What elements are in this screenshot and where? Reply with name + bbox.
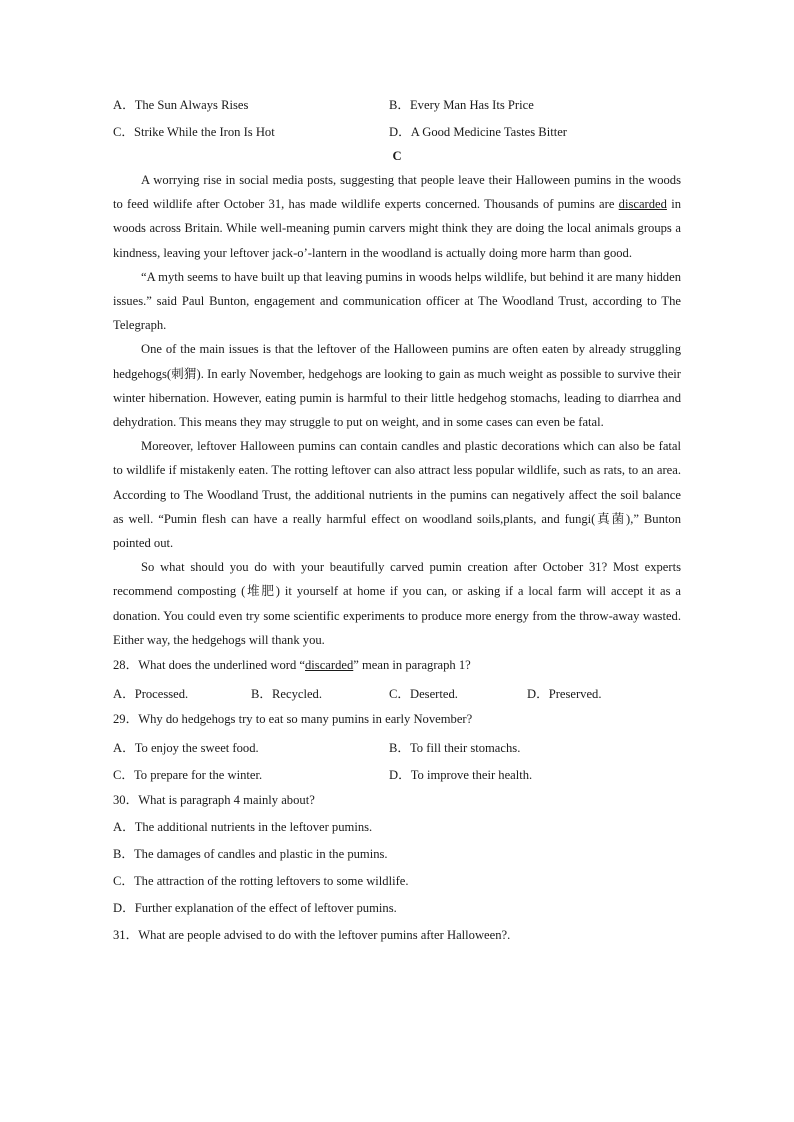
prev-question-options-row-1 — [113, 90, 681, 117]
q28-stem-end: ” mean in paragraph 1? — [353, 658, 471, 673]
exam-page — [113, 90, 681, 949]
question-28-stem — [113, 652, 681, 679]
q28-option-b: B．Recycled. — [251, 687, 322, 702]
option-b: B．Every Man Has Its Price — [389, 98, 534, 112]
q30-option-a: A．The additional nutrients in the leftover pumins. — [113, 820, 373, 835]
paragraph-1-text-end: in woods across Britain. While well-meaning pumin carvers might think they are doing the local animals groups a kindness, leaving your leftover jack-o’-lantern in the woodland is actually doing more harm than good. — [113, 197, 681, 260]
q29-option-a: A．To enjoy the sweet food. — [113, 741, 259, 756]
paragraph-1 — [113, 168, 681, 265]
question-29-options-row-1 — [113, 733, 681, 760]
q28-option-d: D．Preserved. — [527, 687, 602, 702]
paragraph-2: “A myth seems to have built up that leaving pumins in woods helps wildlife, but behind it are many hidden issues.” said Paul Bunton, engagement and communication officer at The Woodland Trust, according to The Telegraph. — [113, 269, 681, 333]
q28-underlined-word: discarded — [305, 658, 354, 673]
prev-question-options-row-2 — [113, 117, 681, 144]
question-29-stem: 29．Why do hedgehogs try to eat so many pumins in early November? — [113, 712, 473, 727]
q29-option-b: B．To fill their stomachs. — [389, 741, 521, 756]
q29-option-c: C．To prepare for the winter. — [113, 768, 263, 783]
option-d: D．A Good Medicine Tastes Bitter — [389, 125, 567, 139]
q30-option-c: C．The attraction of the rotting leftovers to some wildlife. — [113, 874, 409, 889]
q28-option-a: A．Processed. — [113, 687, 189, 702]
q28-option-c: C．Deserted. — [389, 687, 458, 702]
question-29-options-row-2 — [113, 760, 681, 787]
question-30-stem: 30．What is paragraph 4 mainly about? — [113, 793, 315, 808]
paragraph-3: One of the main issues is that the leftover of the Halloween pumins are often eaten by already struggling hedgehogs(刺猬). In early November, hedgehogs are looking to gain as much weight as possible to survive their winter hibernation. However, eating pumin is harmful to their little hedgehog stomachs, leading to diarrhea and dehydration. This means they may struggle to put on weight, and in some cases can even be fatal. — [113, 342, 681, 430]
q30-option-b: B．The damages of candles and plastic in the pumins. — [113, 847, 388, 862]
question-31-stem: 31．What are people advised to do with the leftover pumins after Halloween?. — [113, 928, 511, 943]
paragraph-1-text-start: A worrying rise in social media posts, suggesting that people leave their Halloween pumins in the woods to feed wildlife after October 31, has made wildlife experts concerned. Thousands of pumins are — [113, 173, 681, 212]
option-c: C．Strike While the Iron Is Hot — [113, 125, 275, 139]
question-28-options — [113, 679, 681, 706]
underlined-word: discarded — [618, 197, 667, 212]
option-a: A．The Sun Always Rises — [113, 98, 249, 112]
q29-option-d: D．To improve their health. — [389, 768, 533, 783]
paragraph-5: So what should you do with your beautifully carved pumin creation after October 31? Most experts recommend composting (堆肥) it yourself at home if you can, or asking if a local farm will accept it as a donation. You could even try some scientific experiments to produce more energy from the throw-away wasted. Either way, the hedgehogs will thank you. — [113, 560, 681, 647]
q30-option-d: D．Further explanation of the effect of leftover pumins. — [113, 901, 397, 916]
paragraph-4: Moreover, leftover Halloween pumins can contain candles and plastic decorations which can also be fatal to wildlife if mistakenly eaten. The rotting leftover can also attract less popular wildlife, such as rats, to an area. According to The Woodland Trust, the additional nutrients in the pumins can negatively affect the soil balance as well. “Pumin flesh can have a really harmful effect on woodland soils,plants, and fungi(真菌),” Bunton pointed out. — [113, 439, 681, 551]
q28-stem-start: 28．What does the underlined word “ — [113, 658, 305, 673]
section-heading: C — [392, 149, 402, 163]
